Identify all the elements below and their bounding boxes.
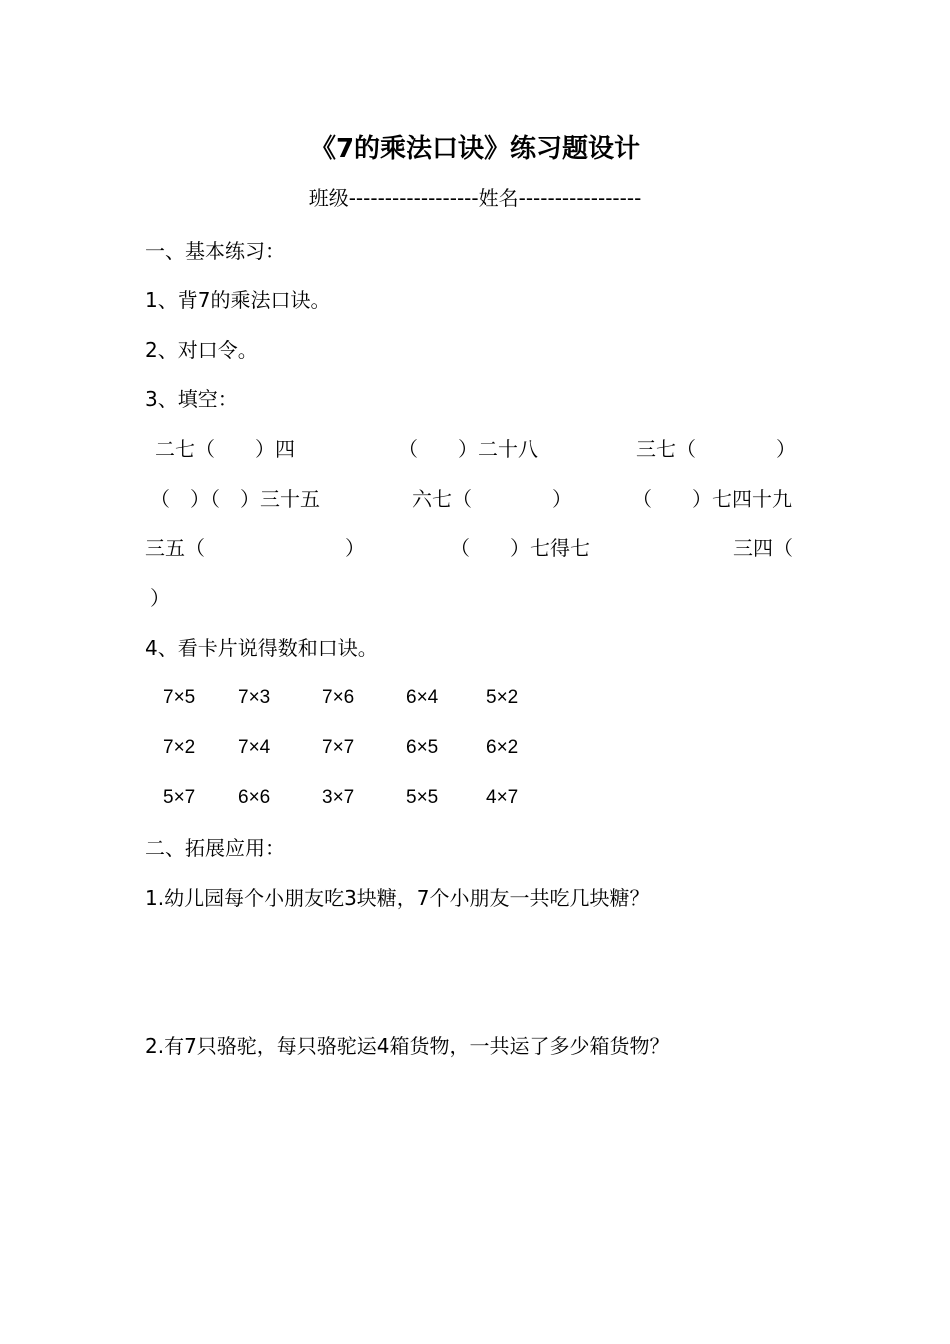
question-3: 3、填空：	[145, 387, 238, 411]
fill-item: 三七（ ）	[636, 437, 796, 461]
card-item: 6×2	[486, 737, 519, 758]
card-item: 6×5	[406, 737, 439, 758]
fill-item: 二七（ ）四	[155, 437, 295, 461]
fill-item: 三五（	[145, 536, 205, 560]
card-item: 4×7	[486, 787, 519, 808]
fill-item: （ ）七四十九	[632, 487, 792, 511]
page-title: 《7的乘法口诀》练习题设计	[309, 134, 641, 164]
fill-item: ）	[345, 536, 365, 560]
card-item: 5×2	[486, 687, 519, 708]
card-item: 7×5	[163, 687, 196, 708]
card-item: 6×4	[406, 687, 439, 708]
fill-item: 六七（ ）	[412, 487, 572, 511]
section2-heading: 二、拓展应用：	[145, 836, 285, 860]
card-item: 7×4	[238, 737, 271, 758]
problem-1: 1.幼儿园每个小朋友吃3块糖，7个小朋友一共吃几块糖？	[145, 886, 650, 910]
question-1: 1、背7的乘法口诀。	[145, 288, 331, 312]
card-item: 7×3	[238, 687, 271, 708]
card-item: 6×6	[238, 787, 271, 808]
section1-heading: 一、基本练习：	[145, 239, 285, 263]
fill-item: （ ）（ ）三十五	[150, 487, 320, 511]
fill-item: （ ）二十八	[398, 437, 538, 461]
card-item: 7×2	[163, 737, 196, 758]
fill-item: （ ）七得七	[450, 536, 590, 560]
class-name-line: 班级------------------姓名-----------------	[308, 186, 642, 210]
card-item: 7×6	[322, 687, 355, 708]
card-item: 5×5	[406, 787, 439, 808]
card-item: 5×7	[163, 787, 196, 808]
card-item: 3×7	[322, 787, 355, 808]
question-2: 2、对口令。	[145, 338, 258, 362]
question-4: 4、看卡片说得数和口诀。	[145, 636, 378, 660]
fill-item: 三四（	[733, 536, 793, 560]
card-item: 7×7	[322, 737, 355, 758]
fill-item: ）	[150, 586, 170, 610]
problem-2: 2.有7只骆驼，每只骆驼运4箱货物，一共运了多少箱货物？	[145, 1034, 670, 1058]
